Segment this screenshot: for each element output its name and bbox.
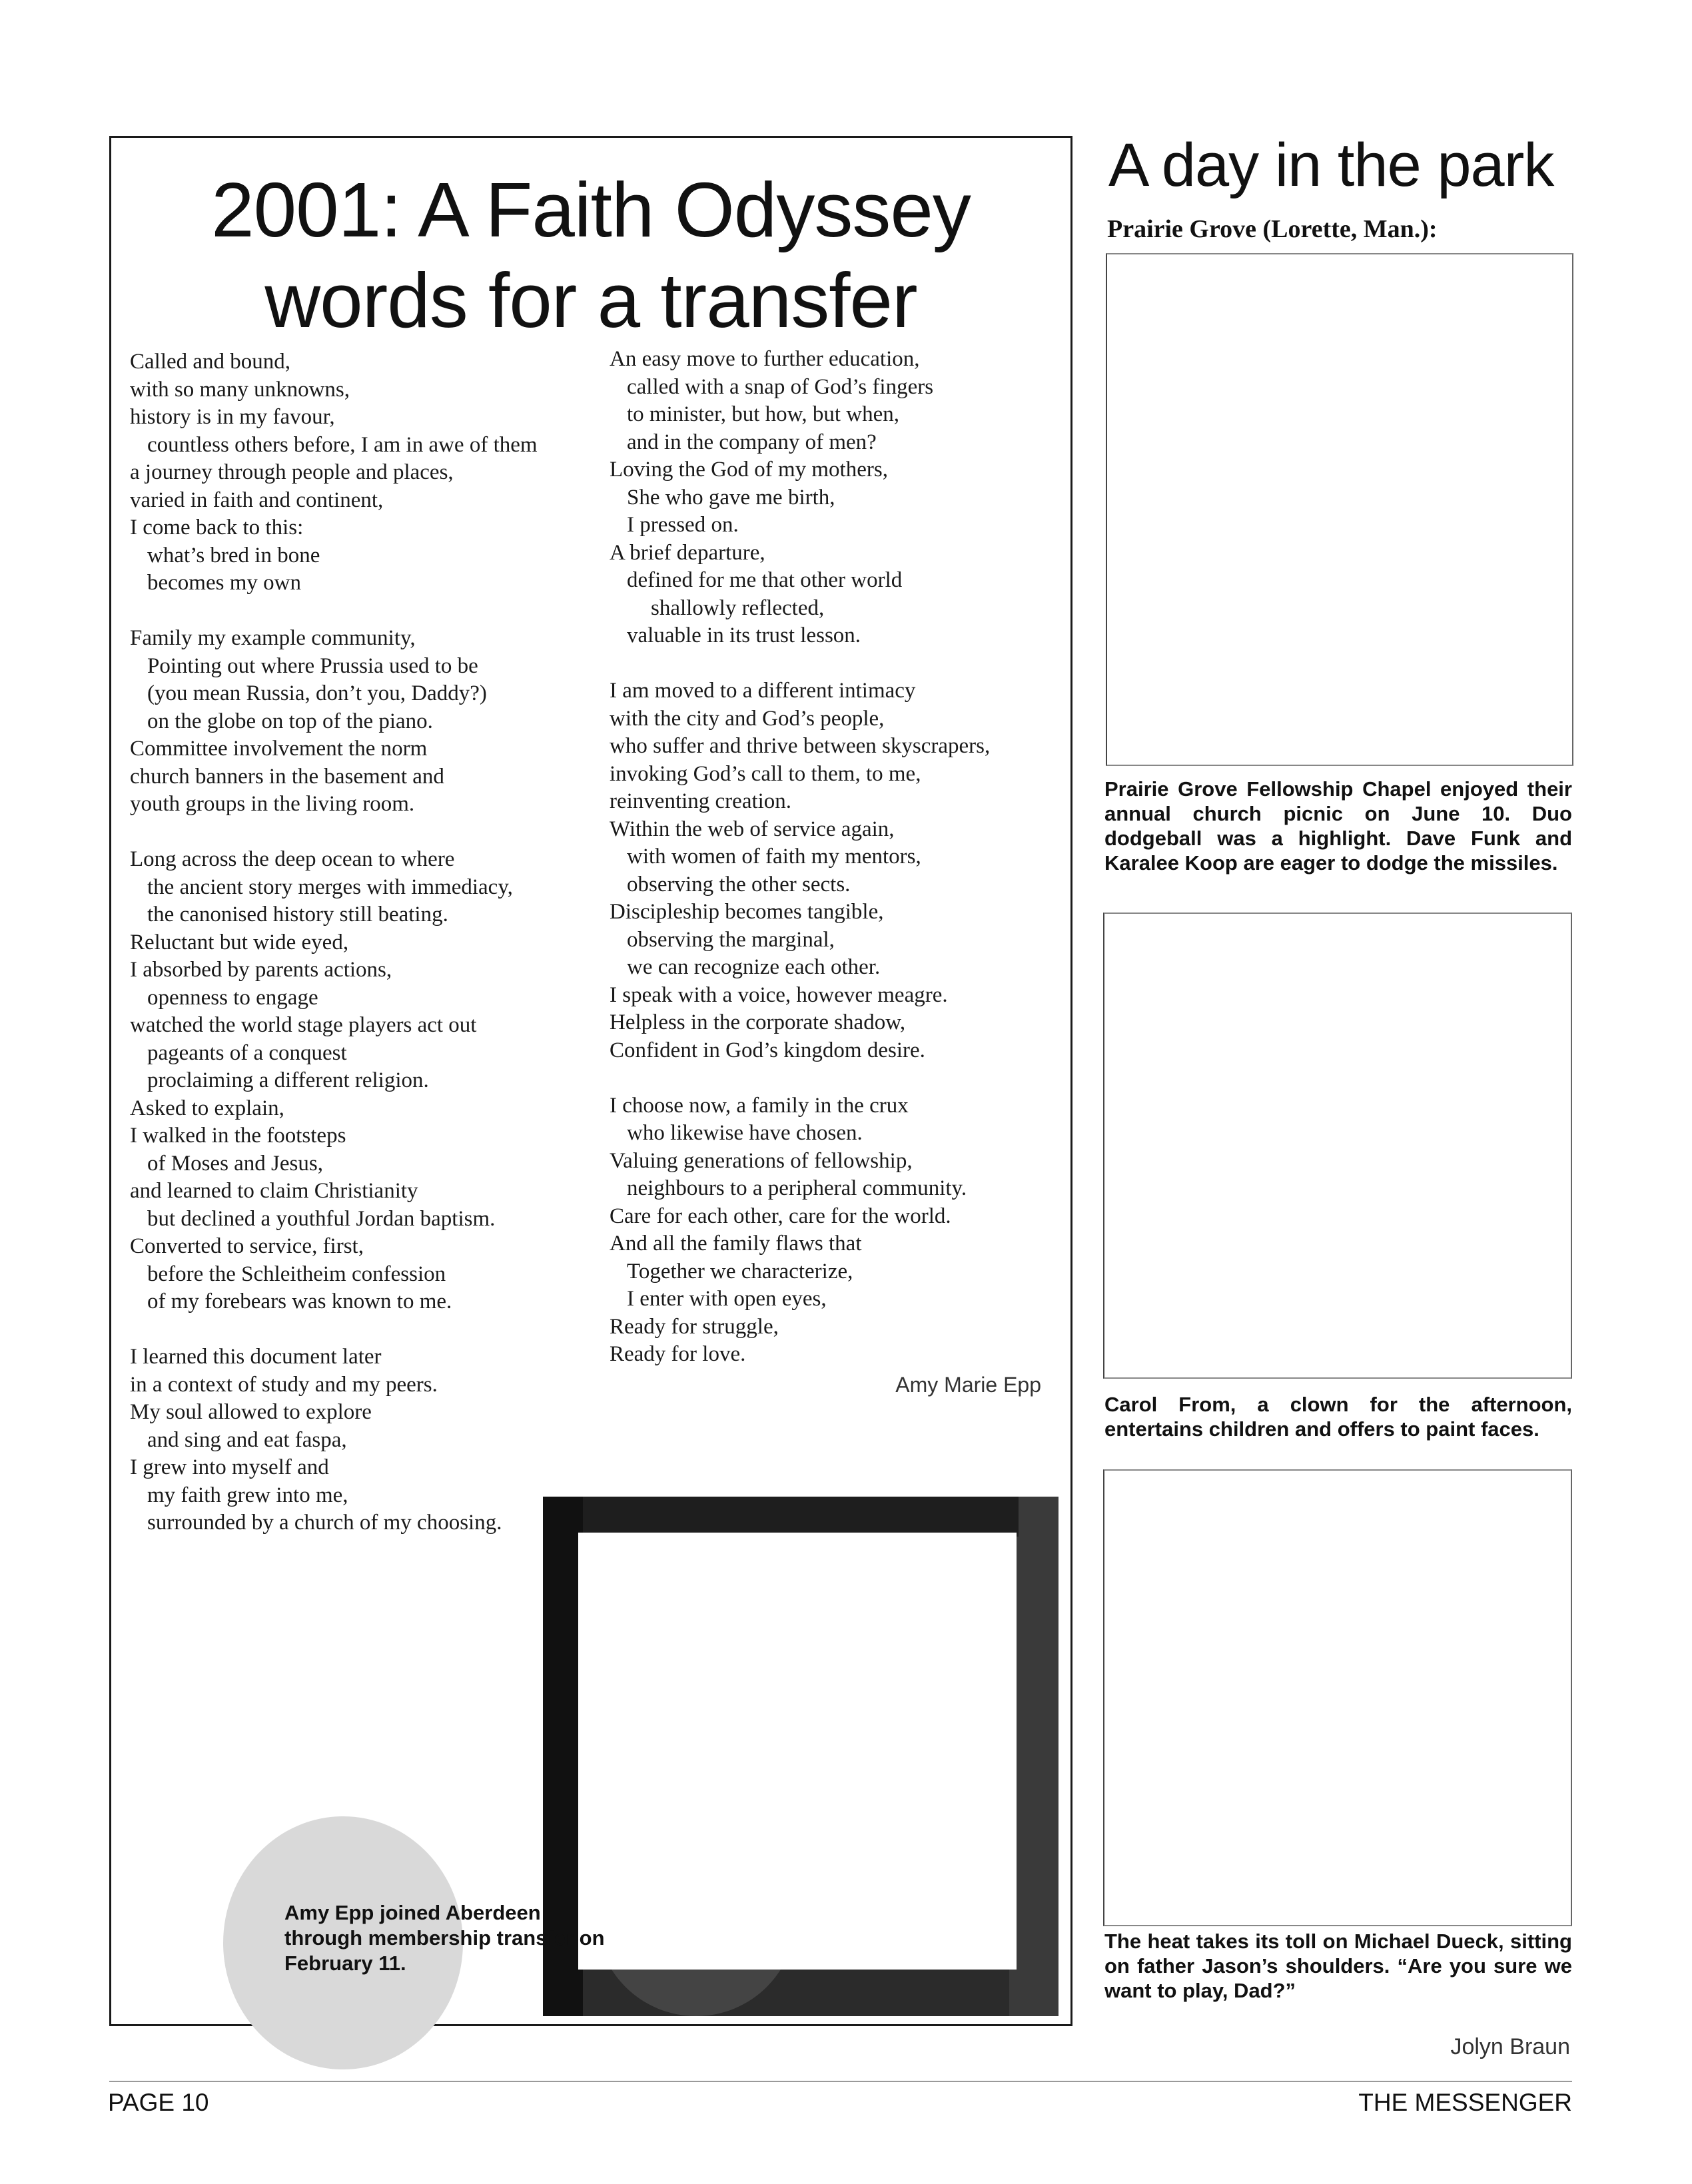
poem-line: surrounded by a church of my choosing. (147, 1511, 502, 1535)
park-photo-clown (1103, 912, 1572, 1379)
footer-rule (109, 2081, 1572, 2082)
poem-line: Together we characterize, (627, 1259, 853, 1283)
poem-line: a journey through people and places, (130, 460, 454, 484)
poem-line: I grew into myself and (130, 1455, 329, 1479)
poem-line: called with a snap of God’s fingers (627, 374, 934, 399)
poem-line: Within the web of service again, (610, 817, 895, 841)
park-photo-shoulders (1103, 1469, 1572, 1926)
poem-line: varied in faith and continent, (130, 488, 384, 512)
page-number: PAGE 10 (108, 2089, 209, 2116)
poem-line: and sing and eat faspa, (147, 1427, 347, 1452)
poem-line: Pointing out where Prussia used to be (147, 653, 478, 678)
poem-line: Family my example community, (130, 626, 416, 650)
photo-credit: Jolyn Braun (1450, 2034, 1570, 2059)
poem-line: history is in my favour, (130, 405, 335, 429)
poem-line: with the city and God’s people, (610, 706, 885, 731)
poem-line: And all the family flaws that (610, 1232, 862, 1256)
poem-column-2 (610, 346, 990, 1369)
poem-line: I pressed on. (627, 513, 739, 537)
poem-line: neighbours to a peripheral community. (627, 1176, 967, 1200)
poem-line: countless others before, I am in awe of them (147, 432, 538, 457)
poem-line: church banners in the basement and (130, 764, 444, 789)
poem-line: defined for me that other world (627, 568, 903, 592)
poem-line: before the Schleitheim confession (147, 1262, 446, 1286)
poem-box (109, 136, 1072, 2026)
poem-line: the ancient story merges with immediacy, (147, 875, 513, 899)
poem-line: shallowly reflected, (651, 595, 825, 620)
park-caption-1: Prairie Grove Fellowship Chapel enjoyed their annual church picnic on June 10. Duo dodgeball was a highlight. Dave Funk and Karalee Koop are eager to dodge the missiles. (1104, 777, 1572, 875)
poem-line: openness to engage (147, 985, 318, 1010)
poem-line: A brief departure, (610, 540, 765, 565)
poem-line: I am moved to a different intimacy (610, 679, 916, 703)
park-caption-2: Carol From, a clown for the afternoon, entertains children and offers to paint faces. (1104, 1393, 1572, 1441)
poem-line: Asked to explain, (130, 1096, 284, 1120)
poem-line: with women of faith my mentors, (627, 845, 921, 869)
poem-line: Helpless in the corporate shadow, (610, 1010, 906, 1034)
poem-line: valuable in its trust lesson. (627, 623, 861, 647)
poem-line: who suffer and thrive between skyscrapers, (610, 734, 991, 758)
poem-line: invoking God’s call to them, to me, (610, 761, 921, 786)
poem-line: Long across the deep ocean to where (130, 847, 455, 871)
poem-line: I learned this document later (130, 1345, 382, 1369)
poem-line: I absorbed by parents actions, (130, 958, 392, 982)
poem-line: observing the marginal, (627, 927, 835, 952)
park-subtitle: Prairie Grove (Lorette, Man.): (1107, 215, 1438, 243)
poem-title-line-1: 2001: A Faith Odyssey (211, 167, 971, 253)
poem-line: watched the world stage players act out (130, 1013, 477, 1037)
poem-line: but declined a youthful Jordan baptism. (147, 1206, 496, 1231)
park-photo-dodgeball (1106, 253, 1573, 766)
poem-line: I choose now, a family in the crux (610, 1093, 909, 1118)
poem-line: I walked in the footsteps (130, 1124, 346, 1148)
poem-line: Ready for love. (610, 1342, 746, 1366)
poem-line: My soul allowed to explore (130, 1400, 372, 1424)
poem-line: Confident in God’s kingdom desire. (610, 1038, 925, 1062)
poem-line: and learned to claim Christianity (130, 1179, 418, 1203)
poem-line: I come back to this: (130, 516, 304, 540)
poem-line: Committee involvement the norm (130, 737, 428, 761)
poem-line: becomes my own (147, 571, 301, 595)
poem-line: with so many unknowns, (130, 377, 350, 402)
poem-line: youth groups in the living room. (130, 792, 415, 816)
poem-line: Care for each other, care for the world. (610, 1204, 951, 1228)
poem-line (130, 597, 538, 625)
poem-title-line-2: words for a transfer (264, 257, 917, 344)
poem-line: we can recognize each other. (627, 955, 881, 979)
poem-line: of my forebears was known to me. (147, 1289, 452, 1313)
poem-line: proclaiming a different religion. (147, 1068, 429, 1092)
poem-line: I speak with a voice, however meagre. (610, 982, 948, 1007)
poem-line (610, 650, 990, 678)
poem-line: in a context of study and my peers. (130, 1372, 438, 1397)
amy-epp-photo (543, 1497, 1058, 2016)
poem-line: Loving the God of my mothers, (610, 458, 888, 482)
poem-line: my faith grew into me, (147, 1483, 348, 1507)
poem-line: An easy move to further education, (610, 347, 920, 371)
poem-line: Converted to service, first, (130, 1234, 364, 1258)
poem-line: observing the other sects. (627, 872, 851, 897)
poem-line: Valuing generations of fellowship, (610, 1148, 913, 1173)
poem-author: Amy Marie Epp (895, 1373, 1041, 1397)
poem-line: who likewise have chosen. (627, 1121, 863, 1145)
poem-line: Discipleship becomes tangible, (610, 900, 884, 924)
poem-line: to minister, but how, but when, (627, 402, 900, 426)
poem-line: She who gave me birth, (627, 485, 835, 510)
poem-line (610, 1064, 990, 1092)
poem-title (111, 165, 1070, 346)
poem-line: what’s bred in bone (147, 543, 320, 567)
poem-line: of Moses and Jesus, (147, 1151, 323, 1176)
poem-line: on the globe on top of the piano. (147, 709, 433, 733)
poem-line: Ready for struggle, (610, 1314, 779, 1339)
poem-line (130, 1316, 538, 1344)
poem-line: I enter with open eyes, (627, 1287, 827, 1311)
poem-line: and in the company of men? (627, 430, 877, 454)
poem-line: (you mean Russia, don’t you, Daddy?) (147, 681, 487, 705)
poem-line: reinventing creation. (610, 789, 792, 813)
poem-line (130, 819, 538, 847)
park-title: A day in the park (1108, 131, 1554, 199)
poem-line: the canonised history still beating. (147, 903, 448, 926)
photo-placeholder (578, 1533, 1017, 1970)
poem-column-1 (130, 348, 538, 1537)
poem-line: pageants of a conquest (147, 1040, 347, 1065)
poem-line: Called and bound, (130, 350, 291, 374)
park-caption-3: The heat takes its toll on Michael Dueck, sitting on father Jason’s shoulders. “Are you sure we want to play, Dad?” (1104, 1930, 1572, 2002)
poem-line: Reluctant but wide eyed, (130, 930, 349, 954)
amy-epp-caption: Amy Epp joined Aberdeen through membership transfer on February 11. (284, 1901, 605, 1975)
publication-name: THE MESSENGER (1358, 2089, 1572, 2116)
